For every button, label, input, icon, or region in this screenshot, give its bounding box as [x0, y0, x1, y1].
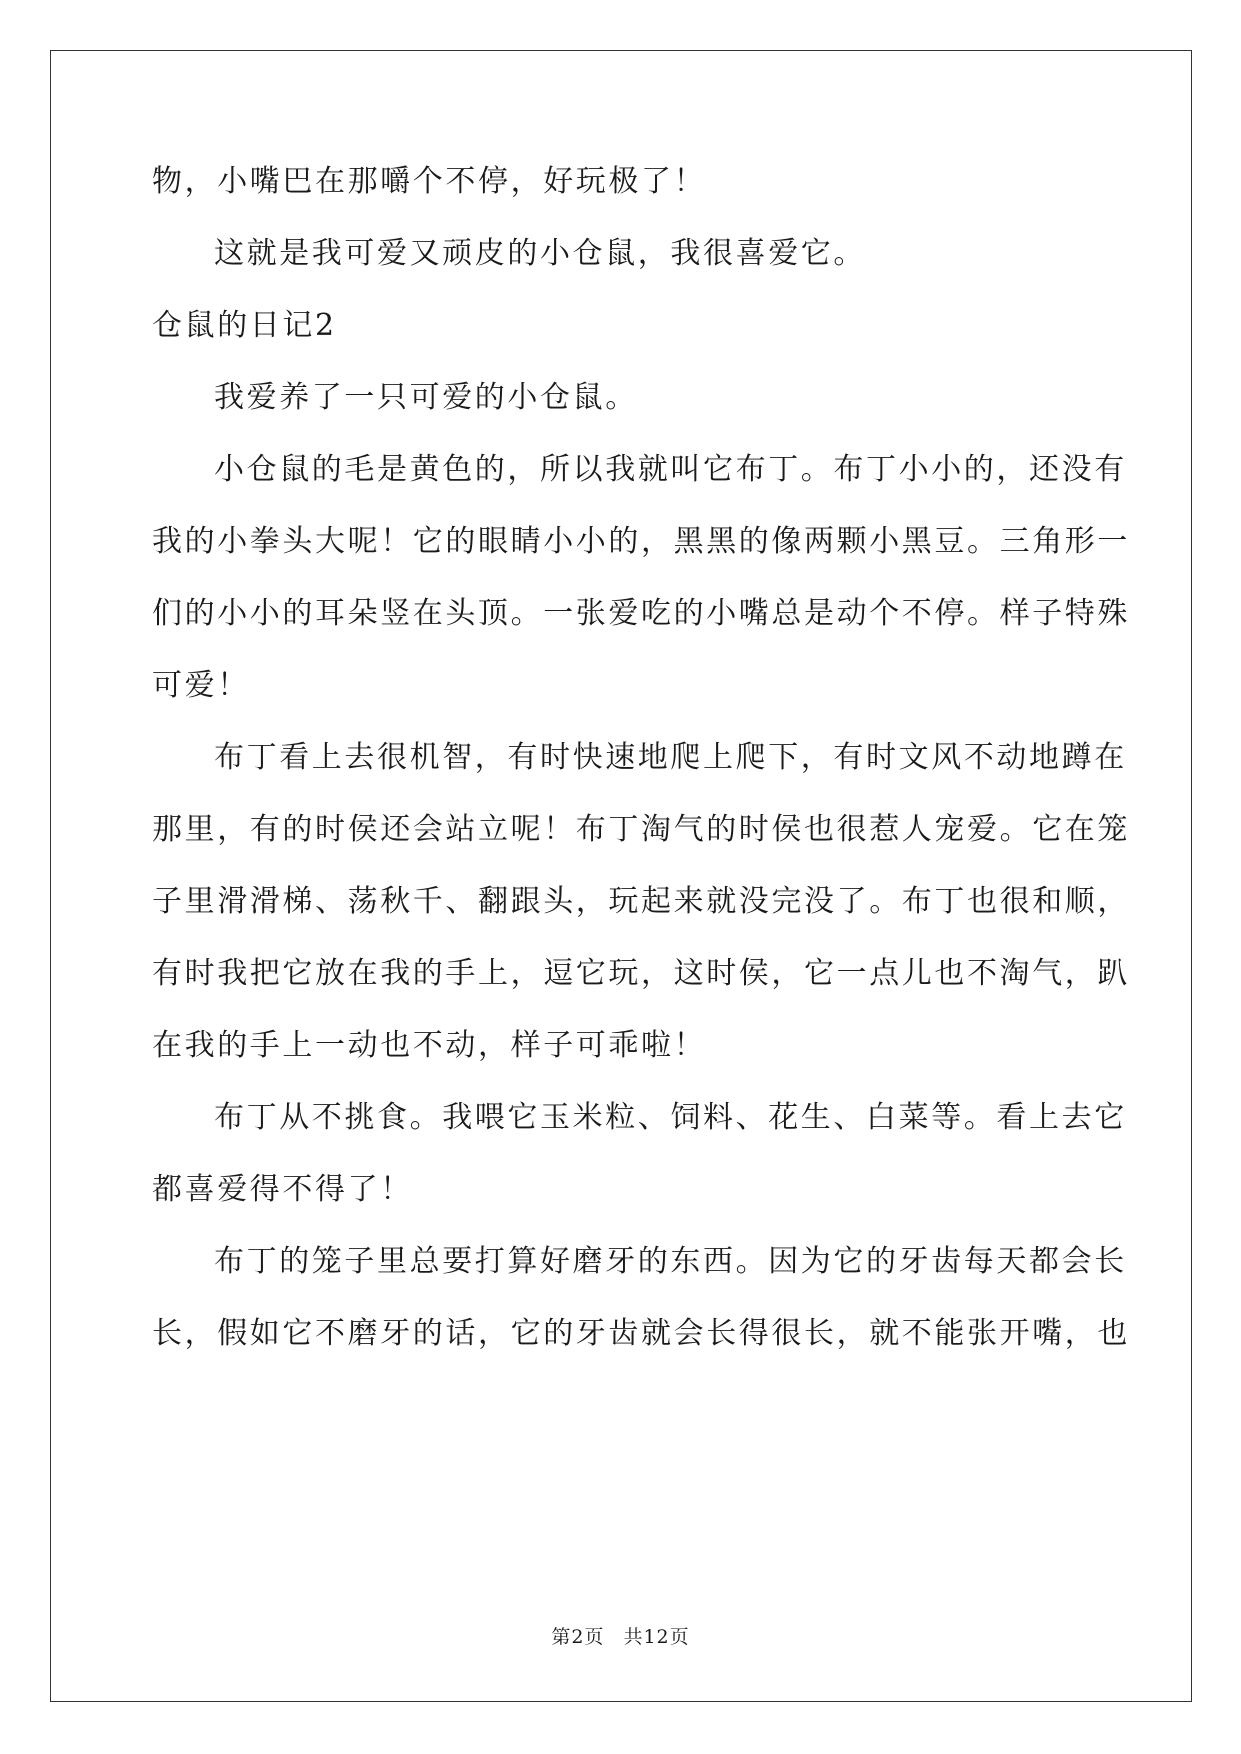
section-heading: 仓鼠的日记2	[152, 308, 337, 343]
text-line: 这就是我可爱又顽皮的小仓鼠，我很喜爱它。	[214, 236, 866, 271]
page-footer	[0, 1625, 1241, 1649]
text-line: 布丁的笼子里总要打算好磨牙的东西。因为它的牙齿每天都会长	[214, 1244, 1127, 1279]
page-total: 共12页	[623, 1626, 690, 1648]
page-number: 第2页	[551, 1626, 605, 1648]
text-line: 我的小拳头大呢！它的眼睛小小的，黑黑的像两颗小黑豆。三角形一	[152, 524, 1130, 559]
text-line: 物，小嘴巴在那嚼个不停，好玩极了！	[152, 164, 707, 199]
text-line: 布丁从不挑食。我喂它玉米粒、饲料、花生、白菜等。看上去它	[214, 1100, 1127, 1135]
text-line: 都喜爱得不得了！	[152, 1172, 413, 1207]
text-line: 子里滑滑梯、荡秋千、翻跟头，玩起来就没完没了。布丁也很和顺，	[152, 884, 1130, 919]
text-line: 我爱养了一只可爱的小仓鼠。	[214, 380, 638, 415]
text-line: 有时我把它放在我的手上，逗它玩，这时侯，它一点儿也不淘气，趴	[152, 956, 1130, 991]
text-line: 那里，有的时侯还会站立呢！布丁淘气的时侯也很惹人宠爱。它在笼	[152, 812, 1130, 847]
text-line: 小仓鼠的毛是黄色的，所以我就叫它布丁。布丁小小的，还没有	[214, 452, 1127, 487]
text-line: 可爱！	[152, 668, 250, 703]
text-line: 们的小小的耳朵竖在头顶。一张爱吃的小嘴总是动个不停。样子特殊	[152, 596, 1130, 631]
page-border	[50, 50, 1192, 1702]
text-line: 布丁看上去很机智，有时快速地爬上爬下，有时文风不动地蹲在	[214, 740, 1127, 775]
text-line: 在我的手上一动也不动，样子可乖啦！	[152, 1028, 707, 1063]
text-line: 长，假如它不磨牙的话，它的牙齿就会长得很长，就不能张开嘴，也	[152, 1316, 1130, 1351]
